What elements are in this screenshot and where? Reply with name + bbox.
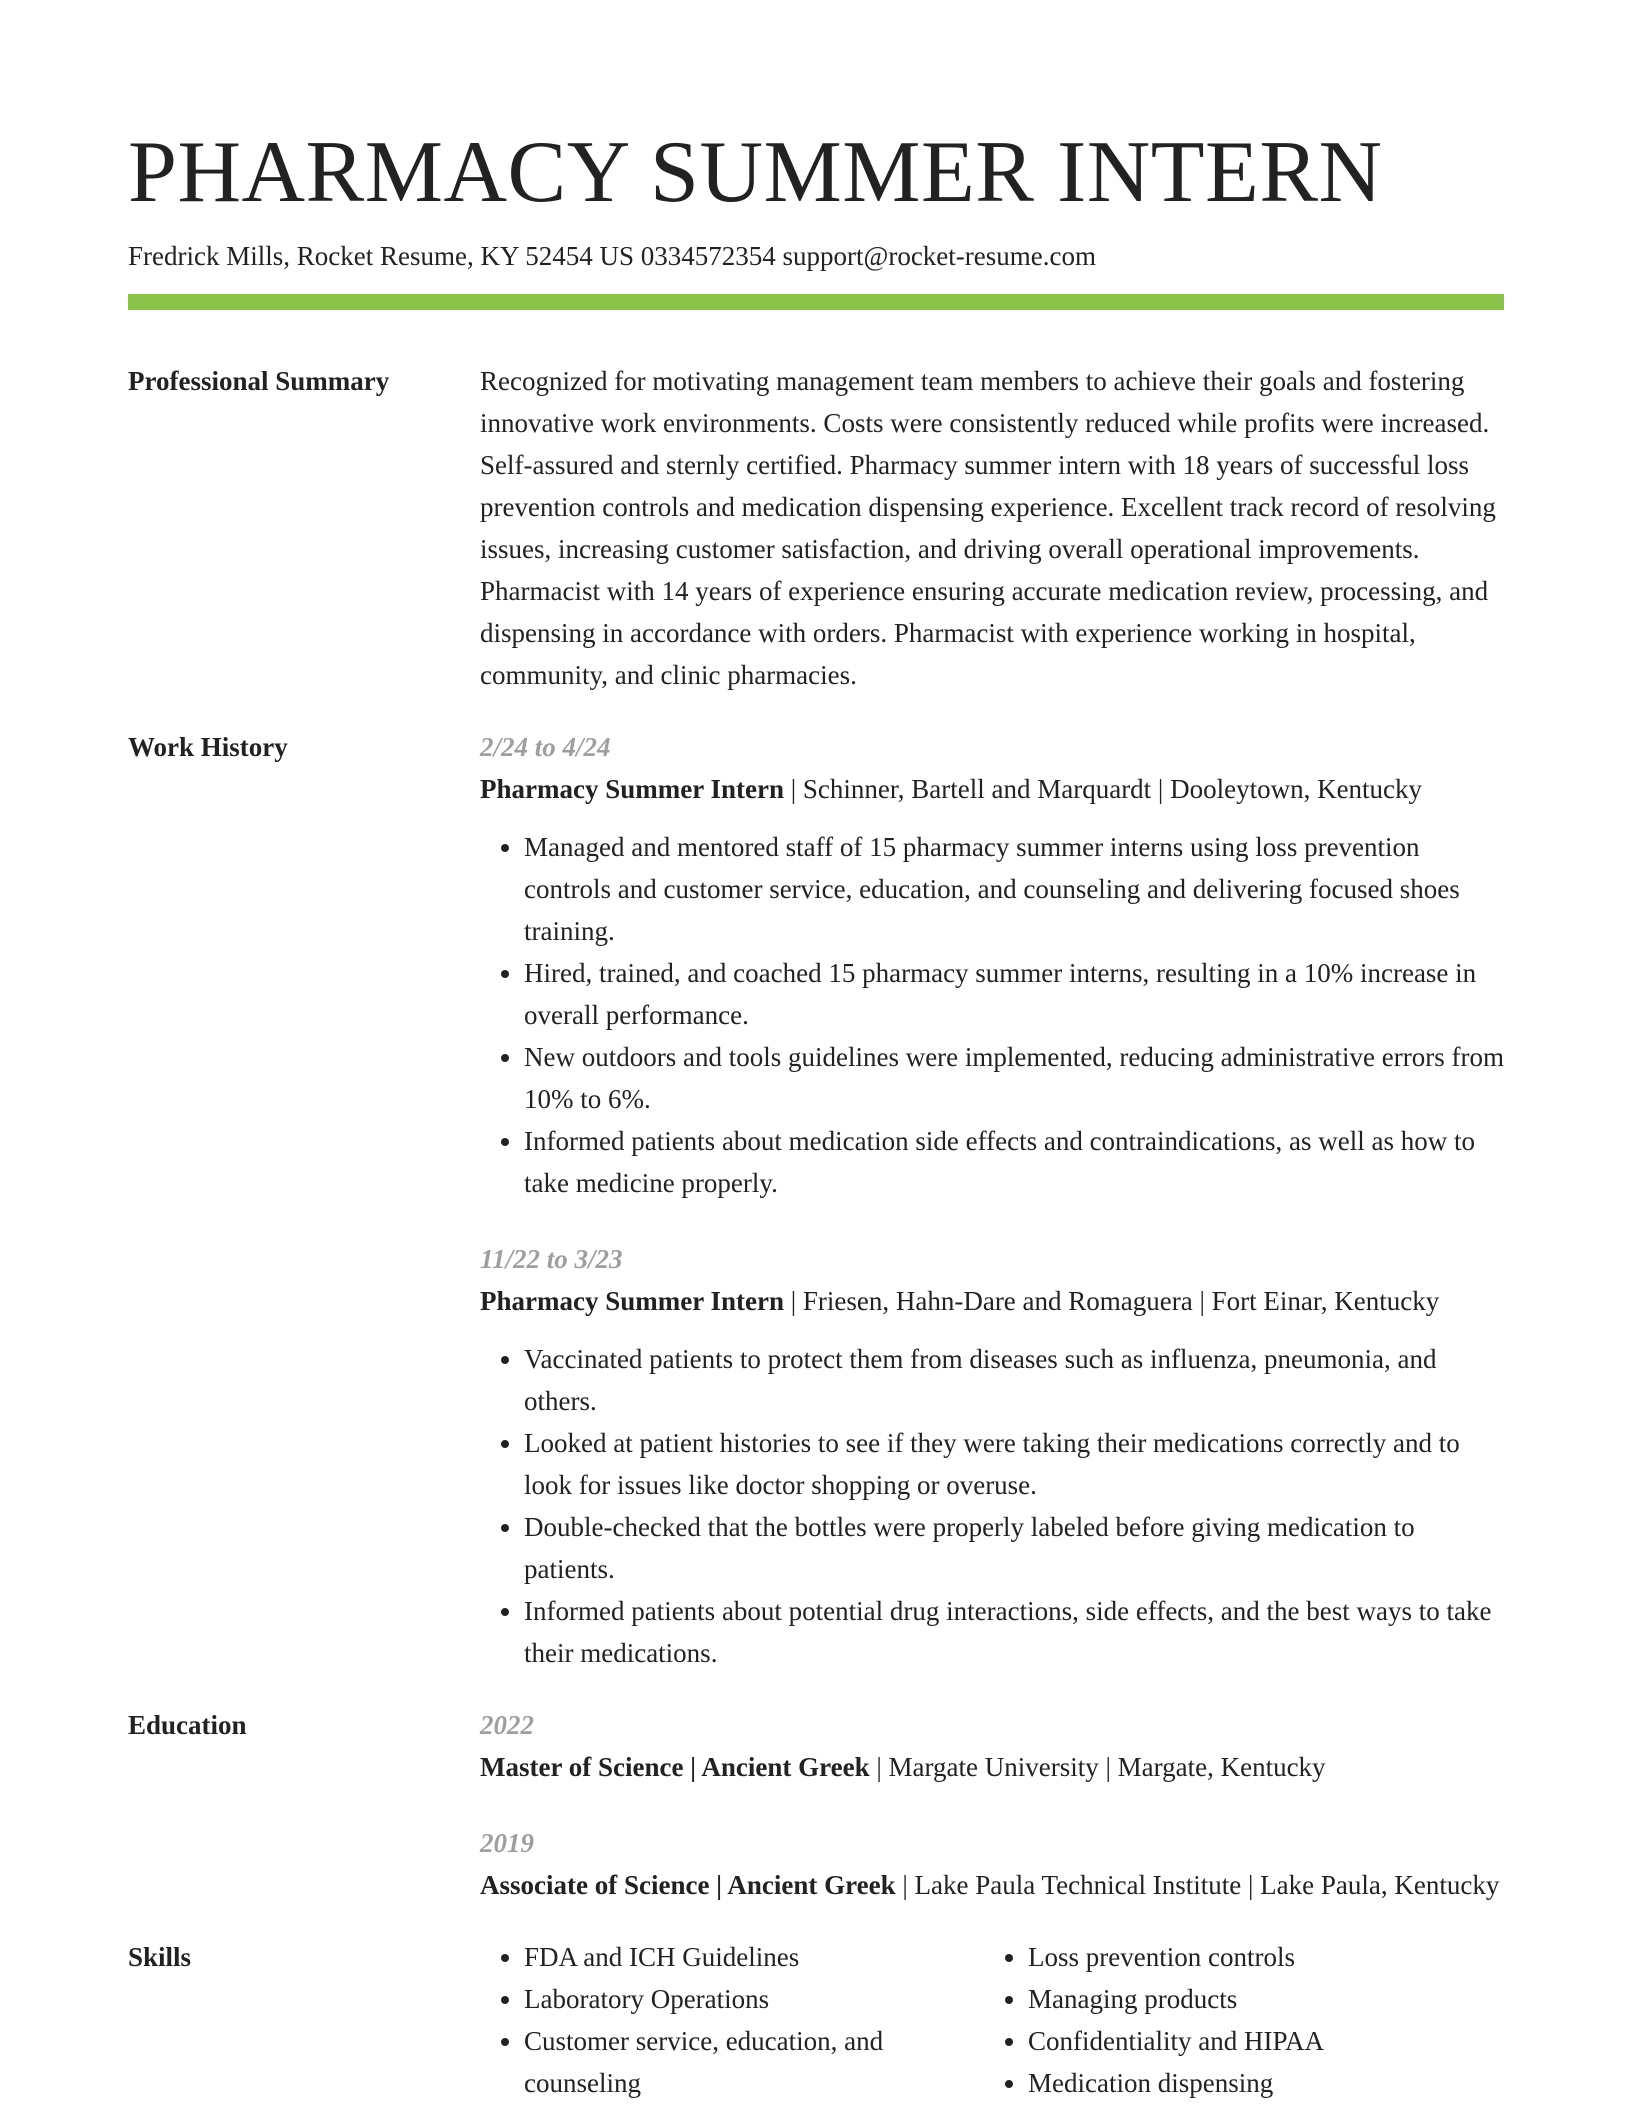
work-entry: [480, 1238, 1504, 1674]
work-entry-dates: 2/24 to 4/24: [480, 732, 611, 762]
work-entry-details: | Schinner, Bartell and Marquardt | Dooleytown, Kentucky: [783, 774, 1423, 804]
work-entry-role: [480, 768, 1504, 810]
list-item: • Loss prevention controls: [1028, 1936, 1528, 1978]
education-year: 2022: [480, 1710, 534, 1740]
list-item: • Confidentiality and HIPAA: [1028, 2020, 1528, 2062]
education-section: [128, 1704, 1504, 1906]
education-details: | Lake Paula Technical Institute | Lake Paula, Kentucky: [895, 1870, 1500, 1900]
list-item: • Managed and mentored staff of 15 pharmacy summer interns using loss prevention controls and customer service, education, and counseling and delivering focused shoes training.: [524, 826, 1504, 952]
education-degree-line: [480, 1746, 1504, 1788]
education-body: [480, 1704, 1504, 1906]
education-entry: [480, 1822, 1504, 1906]
work-history-section: [128, 726, 1504, 1674]
work-entry-role: [480, 1280, 1504, 1322]
list-item: • New outdoors and tools guidelines were implemented, reducing administrative errors from 10% to 6%.: [524, 1036, 1504, 1120]
list-item: • Informed patients about potential drug interactions, side effects, and the best ways to take their medications.: [524, 1590, 1504, 1674]
list-item: • Informed patients about medication side effects and contraindications, as well as how to take medicine properly.: [524, 1120, 1504, 1204]
skills-body: [480, 1936, 1528, 2104]
accent-divider: [128, 294, 1504, 310]
list-item: • Managing products: [1028, 1978, 1528, 2020]
summary-heading: Professional Summary: [128, 366, 390, 396]
summary-section: [128, 360, 1504, 696]
education-heading: Education: [128, 1710, 247, 1740]
work-entry-dates: 11/22 to 3/23: [480, 1244, 623, 1274]
contact-phone: 0334572354: [640, 241, 776, 271]
contact-line: [128, 236, 1504, 276]
skills-heading: Skills: [128, 1942, 192, 1972]
education-degree: Master of Science | Ancient Greek: [480, 1752, 870, 1782]
resume-title: PHARMACY SUMMER INTERN: [128, 124, 1383, 221]
list-item: • Medication dispensing: [1028, 2062, 1528, 2104]
work-entry: [480, 726, 1504, 1204]
list-item: • Laboratory Operations: [524, 1978, 984, 2020]
list-item: • Looked at patient histories to see if they were taking their medications correctly and to look for issues like doctor shopping or overuse.: [524, 1422, 1504, 1506]
skills-list-right: [984, 1936, 1528, 2104]
work-history-heading: Work History: [128, 732, 288, 762]
education-details: | Margate University | Margate, Kentucky: [869, 1752, 1326, 1782]
work-entry-title: Pharmacy Summer Intern: [480, 774, 784, 804]
work-entry-bullets: [480, 826, 1504, 1204]
work-entry-details: | Friesen, Hahn-Dare and Romaguera | Fort Einar, Kentucky: [783, 1286, 1440, 1316]
list-item: • Double-checked that the bottles were properly labeled before giving medication to patients.: [524, 1506, 1504, 1590]
contact-email: support@rocket-resume.com: [782, 241, 1096, 271]
list-item: • Vaccinated patients to protect them from diseases such as influenza, pneumonia, and others.: [524, 1338, 1504, 1422]
education-degree: Associate of Science | Ancient Greek: [480, 1870, 896, 1900]
summary-text: Recognized for motivating management team members to achieve their goals and fostering innovative work environments. Costs were consistently reduced while profits were increased. Self-assured and sternly certified. Pharmacy summer intern with 18 years of successful loss prevention controls and medication dispensing experience. Excellent track record of resolving issues, increasing customer satisfaction, and driving overall operational improvements. Pharmacist with 14 years of experience ensuring accurate medication review, processing, and dispensing in accordance with orders. Pharmacist with experience working in hospital, community, and clinic pharmacies.: [480, 366, 1496, 690]
list-item: • Customer service, education, and counseling: [524, 2020, 984, 2104]
education-entry: [480, 1704, 1504, 1788]
education-degree-line: [480, 1864, 1504, 1906]
work-entry-bullets: [480, 1338, 1504, 1674]
resume-page: [128, 118, 1504, 2104]
education-year: 2019: [480, 1828, 534, 1858]
list-item: • Hired, trained, and coached 15 pharmacy summer interns, resulting in a 10% increase in overall performance.: [524, 952, 1504, 1036]
work-history-body: [480, 726, 1504, 1674]
work-entry-title: Pharmacy Summer Intern: [480, 1286, 784, 1316]
list-item: • FDA and ICH Guidelines: [524, 1936, 984, 1978]
contact-name-address: Fredrick Mills, Rocket Resume, KY 52454 US: [128, 241, 634, 271]
skills-section: [128, 1936, 1504, 2104]
skills-list-left: [480, 1936, 984, 2104]
